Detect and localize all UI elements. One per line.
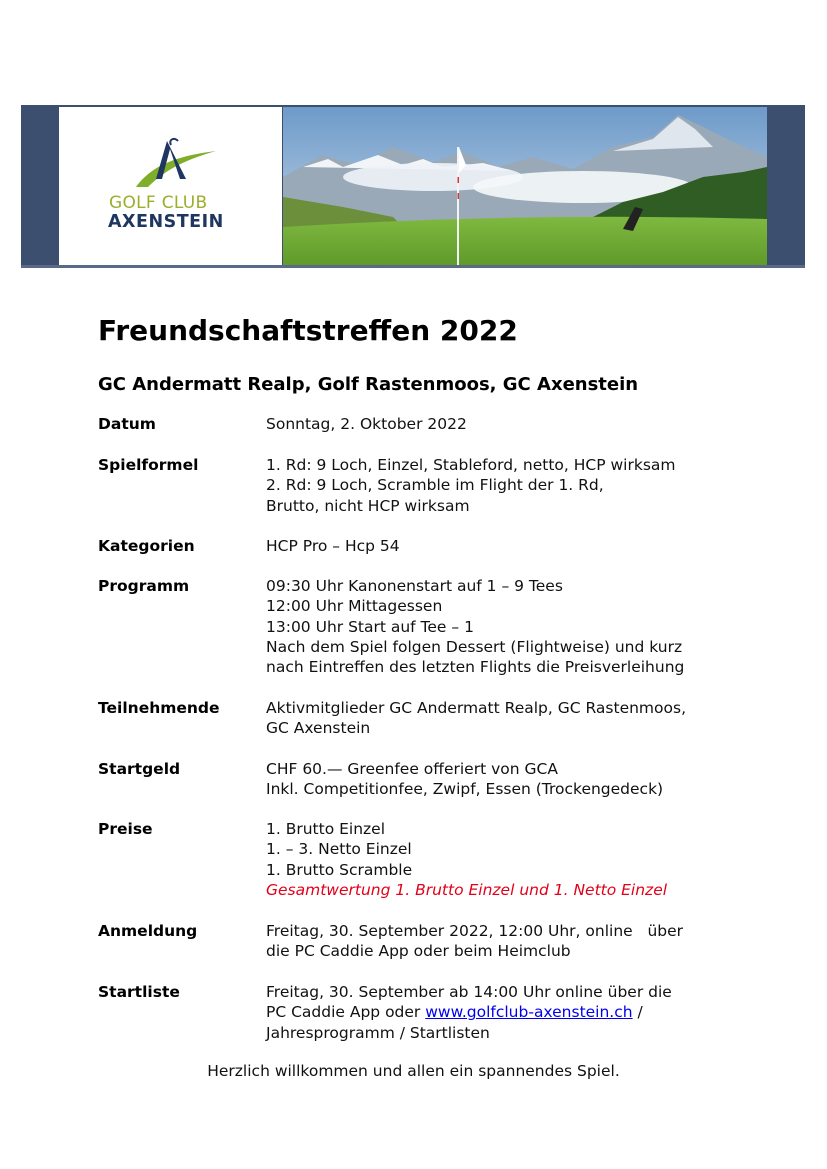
- preise-line: 1. Brutto Einzel: [266, 820, 386, 838]
- startliste-suffix: /: [632, 1003, 643, 1022]
- label-startgeld: Startgeld: [98, 760, 181, 778]
- programm-line: 12:00 Uhr Mittagessen: [266, 597, 443, 616]
- value-kategorien: [266, 536, 400, 556]
- value-datum: [266, 414, 467, 434]
- label-spielformel: Spielformel: [98, 456, 199, 474]
- kategorien-line: HCP Pro – Hcp 54: [266, 537, 400, 555]
- banner-border: [21, 265, 805, 268]
- logo-text-axenstein: AXENSTEIN: [108, 212, 224, 232]
- website-link[interactable]: www.golfclub-axenstein.ch: [425, 1003, 633, 1022]
- spielformel-line: 1. Rd: 9 Loch, Einzel, Stableford, netto, HCP wirksam: [266, 456, 676, 474]
- label-teilnehmende: Teilnehmende: [98, 699, 220, 717]
- startgeld-line: Inkl. Competitionfee, Zwipf, Essen (Trockengedeck): [266, 780, 664, 799]
- golf-club-logo-icon: [70, 135, 220, 195]
- golf-course-photo: [283, 107, 767, 266]
- value-programm: [266, 576, 684, 677]
- value-anmeldung: [266, 921, 683, 962]
- preise-gesamtwertung: Gesamtwertung 1. Brutto Einzel und 1. Netto Einzel: [266, 880, 668, 899]
- label-kategorien: Kategorien: [98, 537, 195, 555]
- anmeldung-line: die PC Caddie App oder beim Heimclub: [266, 942, 571, 961]
- startliste-line: Jahresprogramm / Startlisten: [266, 1023, 490, 1042]
- label-preise: Preise: [98, 820, 153, 838]
- page-title: Freundschaftstreffen 2022: [98, 314, 518, 347]
- spielformel-line: 2. Rd: 9 Loch, Scramble im Flight der 1. Rd,: [266, 476, 604, 495]
- startliste-line-link: [266, 1002, 672, 1022]
- value-spielformel: [266, 455, 676, 516]
- programm-line: Nach dem Spiel folgen Dessert (Flightweise) und kurz: [266, 637, 683, 656]
- value-teilnehmende: [266, 698, 686, 739]
- value-preise: [266, 819, 667, 900]
- programm-line: 13:00 Uhr Start auf Tee – 1: [266, 617, 474, 636]
- teilnehmende-line: Aktivmitglieder GC Andermatt Realp, GC Rastenmoos,: [266, 699, 686, 717]
- welcome-footer: Herzlich willkommen und allen ein spannendes Spiel.: [207, 1062, 620, 1080]
- anmeldung-line: Freitag, 30. September 2022, 12:00 Uhr, online über: [266, 922, 684, 940]
- value-startgeld: [266, 759, 663, 800]
- datum-line: Sonntag, 2. Oktober 2022: [266, 415, 467, 433]
- startliste-line: Freitag, 30. September ab 14:00 Uhr online über die: [266, 983, 672, 1001]
- clubs-subtitle: GC Andermatt Realp, Golf Rastenmoos, GC Axenstein: [98, 374, 639, 395]
- label-startliste: Startliste: [98, 983, 180, 1001]
- preise-line: 1. Brutto Scramble: [266, 860, 413, 879]
- teilnehmende-line: GC Axenstein: [266, 719, 371, 738]
- label-datum: Datum: [98, 415, 156, 433]
- value-startliste: [266, 982, 672, 1043]
- programm-line: nach Eintreffen des letzten Flights die Preisverleihung: [266, 658, 685, 677]
- startliste-prefix: PC Caddie App oder: [266, 1003, 426, 1022]
- label-programm: Programm: [98, 577, 190, 595]
- preise-line: 1. – 3. Netto Einzel: [266, 840, 412, 859]
- logo-text-golf-club: GOLF CLUB: [109, 193, 208, 213]
- spielformel-line: Brutto, nicht HCP wirksam: [266, 496, 470, 515]
- programm-line: 09:30 Uhr Kanonenstart auf 1 – 9 Tees: [266, 577, 563, 595]
- startgeld-line: CHF 60.— Greenfee offeriert von GCA: [266, 760, 558, 778]
- label-anmeldung: Anmeldung: [98, 922, 198, 940]
